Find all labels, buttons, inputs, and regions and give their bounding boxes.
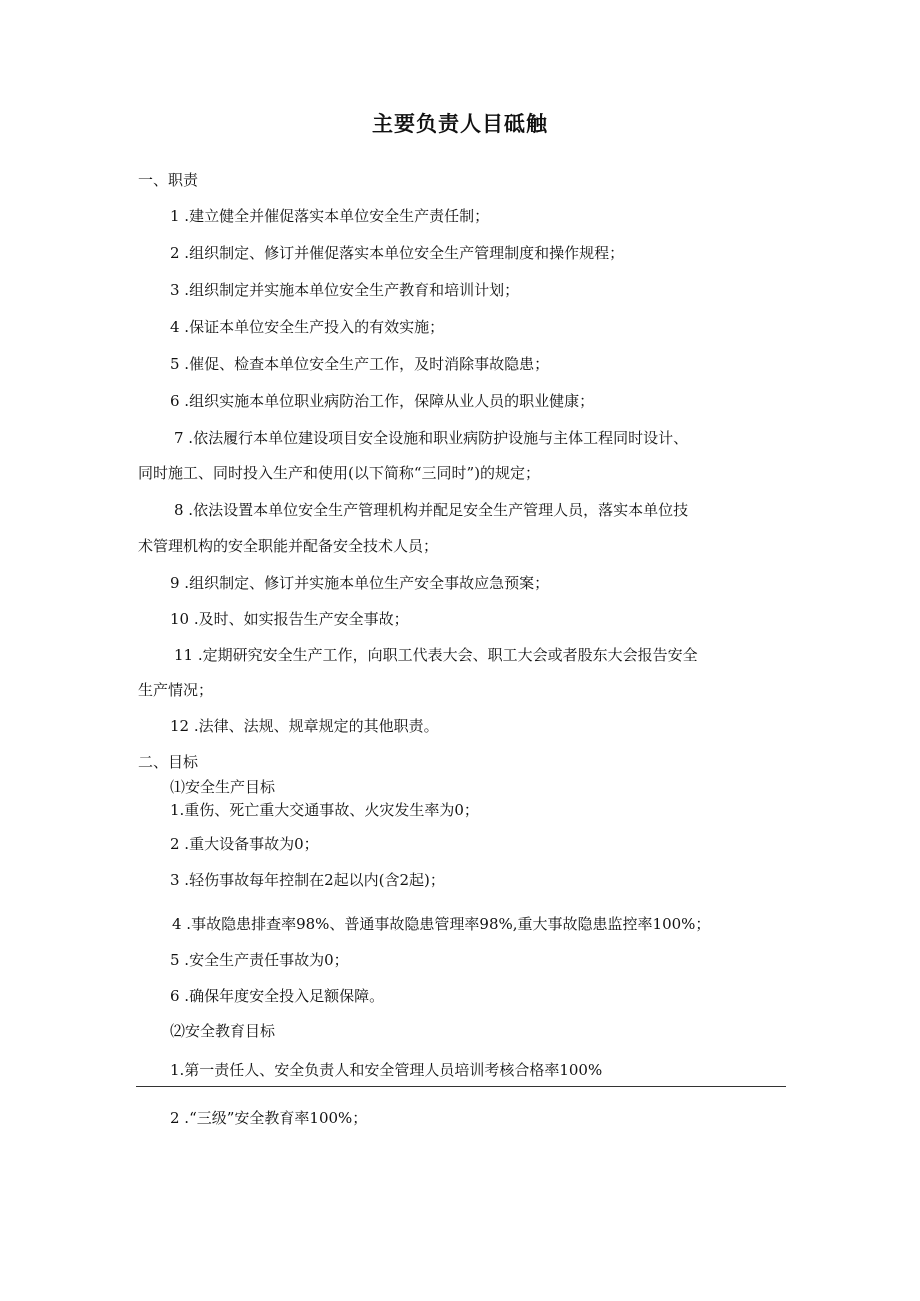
duty-item-9: 9 .组织制定、修订并实施本单位生产安全事故应急预案；: [170, 574, 550, 592]
duty-item-6: 6 .组织实施本单位职业病防治工作，保障从业人员的职业健康；: [170, 392, 595, 410]
duty-item-1: 1 .建立健全并催促落实本单位安全生产责任制；: [170, 207, 490, 225]
duty-item-3: 3 .组织制定并实施本单位安全生产教育和培训计划；: [170, 281, 520, 299]
safety-goal-3: 3 .轻伤事故每年控制在2起以内(含2起)；: [170, 871, 445, 889]
duty-item-7-continued: 同时施工、同时投入生产和使用(以下简称“三同时”)的规定；: [138, 464, 541, 482]
safety-goal-heading: ⑴安全生产目标: [170, 778, 276, 796]
duty-item-10: 10 .及时、如实报告生产安全事故；: [170, 610, 409, 628]
section-heading-goals: 二、目标: [138, 753, 199, 771]
duty-item-4: 4 .保证本单位安全生产投入的有效实施；: [170, 318, 445, 336]
safety-goal-5: 5 .安全生产责任事故为0；: [170, 951, 349, 969]
education-goal-1: 1.第一责任人、安全负责人和安全管理人员培训考核合格率100%: [170, 1061, 603, 1079]
duty-item-2: 2 .组织制定、修订并催促落实本单位安全生产管理制度和操作规程；: [170, 244, 625, 262]
duty-item-5: 5 .催促、检查本单位安全生产工作，及时消除事故隐患；: [170, 355, 550, 373]
duty-item-11-continued: 生产情况；: [138, 681, 214, 699]
duty-item-8: 8 .依法设置本单位安全生产管理机构并配足安全生产管理人员，落实本单位技: [174, 501, 689, 519]
duty-item-11: 11 .定期研究安全生产工作，向职工代表大会、职工大会或者股东大会报告安全: [174, 646, 698, 664]
document-title: 主要负责人目砥触: [372, 112, 548, 136]
section-heading-duties: 一、职责: [138, 171, 199, 189]
duty-item-8-continued: 术管理机构的安全职能并配备安全技术人员；: [138, 537, 439, 555]
education-goal-2: 2 .“三级”安全教育率100%；: [170, 1109, 368, 1127]
page-divider: [136, 1086, 786, 1087]
safety-goal-2: 2 .重大设备事故为0；: [170, 835, 319, 853]
duty-item-12: 12 .法律、法规、规章规定的其他职责。: [170, 717, 439, 735]
safety-goal-6: 6 .确保年度安全投入足额保障。: [170, 987, 385, 1005]
education-goal-heading: ⑵安全教育目标: [170, 1022, 276, 1040]
safety-goal-4: 4 .事故隐患排查率98%、普通事故隐患管理率98%,重大事故隐患监控率100%；: [172, 915, 711, 933]
duty-item-7: 7 .依法履行本单位建设项目安全设施和职业病防护设施与主体工程同时设计、: [174, 429, 689, 447]
safety-goal-1: 1.重伤、死亡重大交通事故、火灾发生率为0；: [170, 801, 479, 819]
